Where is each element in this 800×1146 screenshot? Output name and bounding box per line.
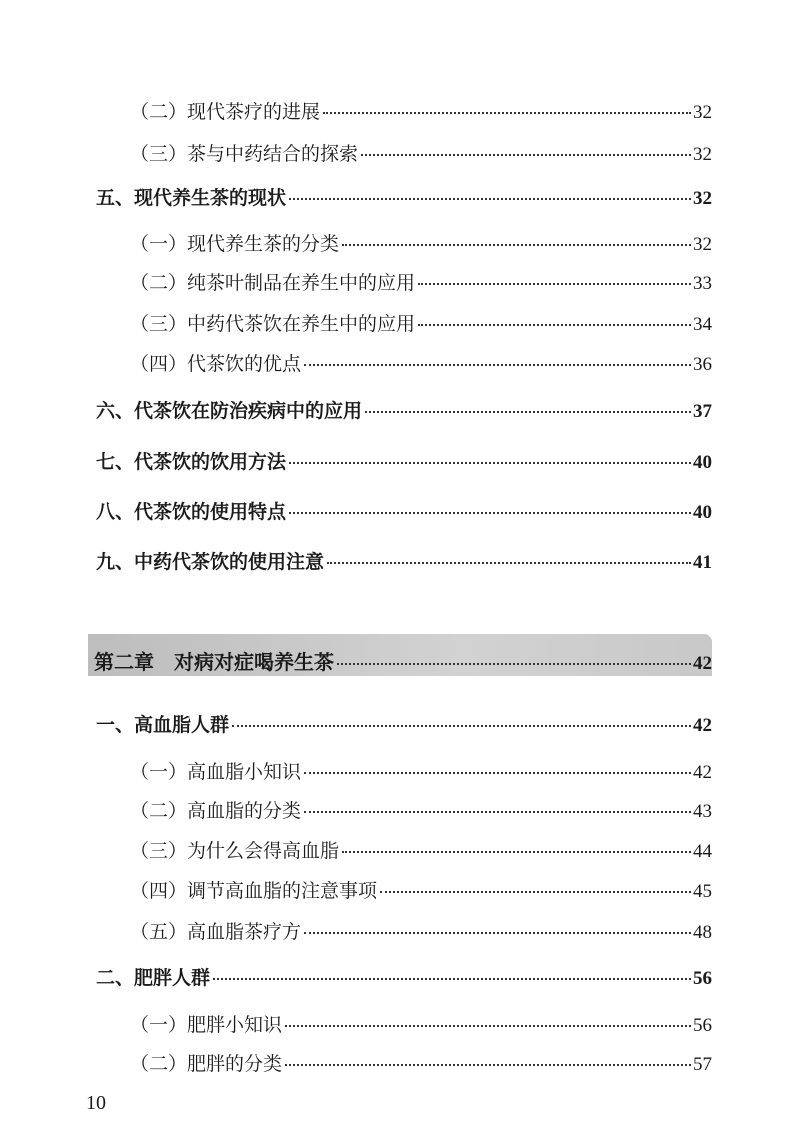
toc-entry-page: 56: [693, 968, 712, 989]
toc-entry-page: 33: [693, 273, 712, 294]
dot-leader: [304, 932, 691, 934]
chapter-page: 42: [693, 653, 712, 674]
toc-entry[interactable]: [96, 547, 712, 574]
toc-entry-title: （二）现代茶疗的进展: [130, 101, 321, 123]
toc-entry[interactable]: [130, 796, 712, 823]
toc-entry-page: 45: [693, 881, 712, 902]
dot-leader: [289, 462, 691, 464]
toc-entry-title: （二）肥胖的分类: [130, 1053, 283, 1075]
toc-entry-page: 34: [693, 314, 712, 335]
toc-entry-title: （四）代茶饮的优点: [130, 353, 302, 375]
dot-leader: [361, 154, 691, 156]
toc-entry-page: 37: [693, 401, 712, 422]
dot-leader: [342, 851, 691, 853]
toc-entry-page: 42: [693, 715, 712, 736]
toc-entry-title: 七、代茶饮的饮用方法: [96, 451, 287, 473]
toc-entry[interactable]: [96, 447, 712, 474]
dot-leader: [289, 198, 691, 200]
dot-leader: [304, 811, 691, 813]
toc-entry-title: 六、代茶饮在防治疾病中的应用: [96, 400, 363, 422]
toc-entry[interactable]: [130, 1010, 712, 1037]
toc-entry[interactable]: [96, 497, 712, 524]
toc-entry-title: （二）纯茶叶制品在养生中的应用: [130, 272, 416, 294]
toc-entry-title: （三）茶与中药结合的探索: [130, 143, 359, 165]
toc-entry[interactable]: [130, 917, 712, 944]
dot-leader: [285, 1064, 691, 1066]
toc-entry[interactable]: [130, 876, 712, 903]
toc-entry[interactable]: [130, 139, 712, 166]
toc-entry-page: 57: [693, 1054, 712, 1075]
toc-entry[interactable]: [96, 396, 712, 423]
toc-entry-page: 32: [693, 102, 712, 123]
toc-entry[interactable]: [96, 183, 712, 210]
dot-leader: [418, 283, 691, 285]
toc-entry-title: 二、肥胖人群: [96, 967, 211, 989]
toc-entry-page: 32: [693, 144, 712, 165]
toc-entry-title: （一）高血脂小知识: [130, 761, 302, 783]
toc-entry-page: 43: [693, 801, 712, 822]
toc-entry-title: （三）中药代茶饮在养生中的应用: [130, 313, 416, 335]
toc-entry-title: （四）调节高血脂的注意事项: [130, 880, 378, 902]
toc-entry-page: 41: [693, 552, 712, 573]
toc-entry-title: （一）肥胖小知识: [130, 1014, 283, 1036]
toc-entry-page: 56: [693, 1015, 712, 1036]
toc-entry[interactable]: [130, 349, 712, 376]
toc-entry-title: （一）现代养生茶的分类: [130, 233, 340, 255]
dot-leader: [285, 1025, 691, 1027]
toc-entry[interactable]: [130, 309, 712, 336]
toc-entry[interactable]: [130, 836, 712, 863]
toc-entry-page: 44: [693, 841, 712, 862]
toc-entry-title: 五、现代养生茶的现状: [96, 187, 287, 209]
dot-leader: [323, 112, 691, 114]
toc-entry-page: 40: [693, 502, 712, 523]
dot-leader: [232, 725, 691, 727]
page-number: 10: [86, 1092, 106, 1114]
toc-entry-title: （三）为什么会得高血脂: [130, 840, 340, 862]
dot-leader: [304, 364, 691, 366]
toc-entry[interactable]: [130, 229, 712, 256]
toc-entry-page: 36: [693, 354, 712, 375]
toc-entry-page: 48: [693, 922, 712, 943]
dot-leader: [418, 324, 691, 326]
dot-leader: [365, 411, 691, 413]
toc-entry-title: 八、代茶饮的使用特点: [96, 501, 287, 523]
chapter-title: 第二章 对病对症喝养生茶: [94, 650, 334, 674]
toc-entry-page: 32: [693, 234, 712, 255]
dot-leader: [289, 512, 691, 514]
toc-chapter-entry[interactable]: [94, 646, 712, 675]
toc-entry[interactable]: [130, 757, 712, 784]
toc-entry-title: 一、高血脂人群: [96, 714, 230, 736]
toc-entry-page: 32: [693, 188, 712, 209]
dot-leader: [337, 663, 691, 665]
toc-entry-title: （五）高血脂茶疗方: [130, 921, 302, 943]
toc-entry-page: 42: [693, 762, 712, 783]
toc-entry[interactable]: [96, 963, 712, 990]
toc-entry[interactable]: [130, 1049, 712, 1076]
toc-entry-page: 40: [693, 452, 712, 473]
dot-leader: [304, 772, 691, 774]
toc-entry[interactable]: [130, 97, 712, 124]
dot-leader: [213, 978, 691, 980]
dot-leader: [342, 244, 691, 246]
dot-leader: [327, 562, 691, 564]
toc-entry[interactable]: [96, 710, 712, 737]
dot-leader: [380, 891, 691, 893]
toc-entry-title: 九、中药代茶饮的使用注意: [96, 551, 325, 573]
toc-entry-title: （二）高血脂的分类: [130, 800, 302, 822]
toc-entry[interactable]: [130, 268, 712, 295]
